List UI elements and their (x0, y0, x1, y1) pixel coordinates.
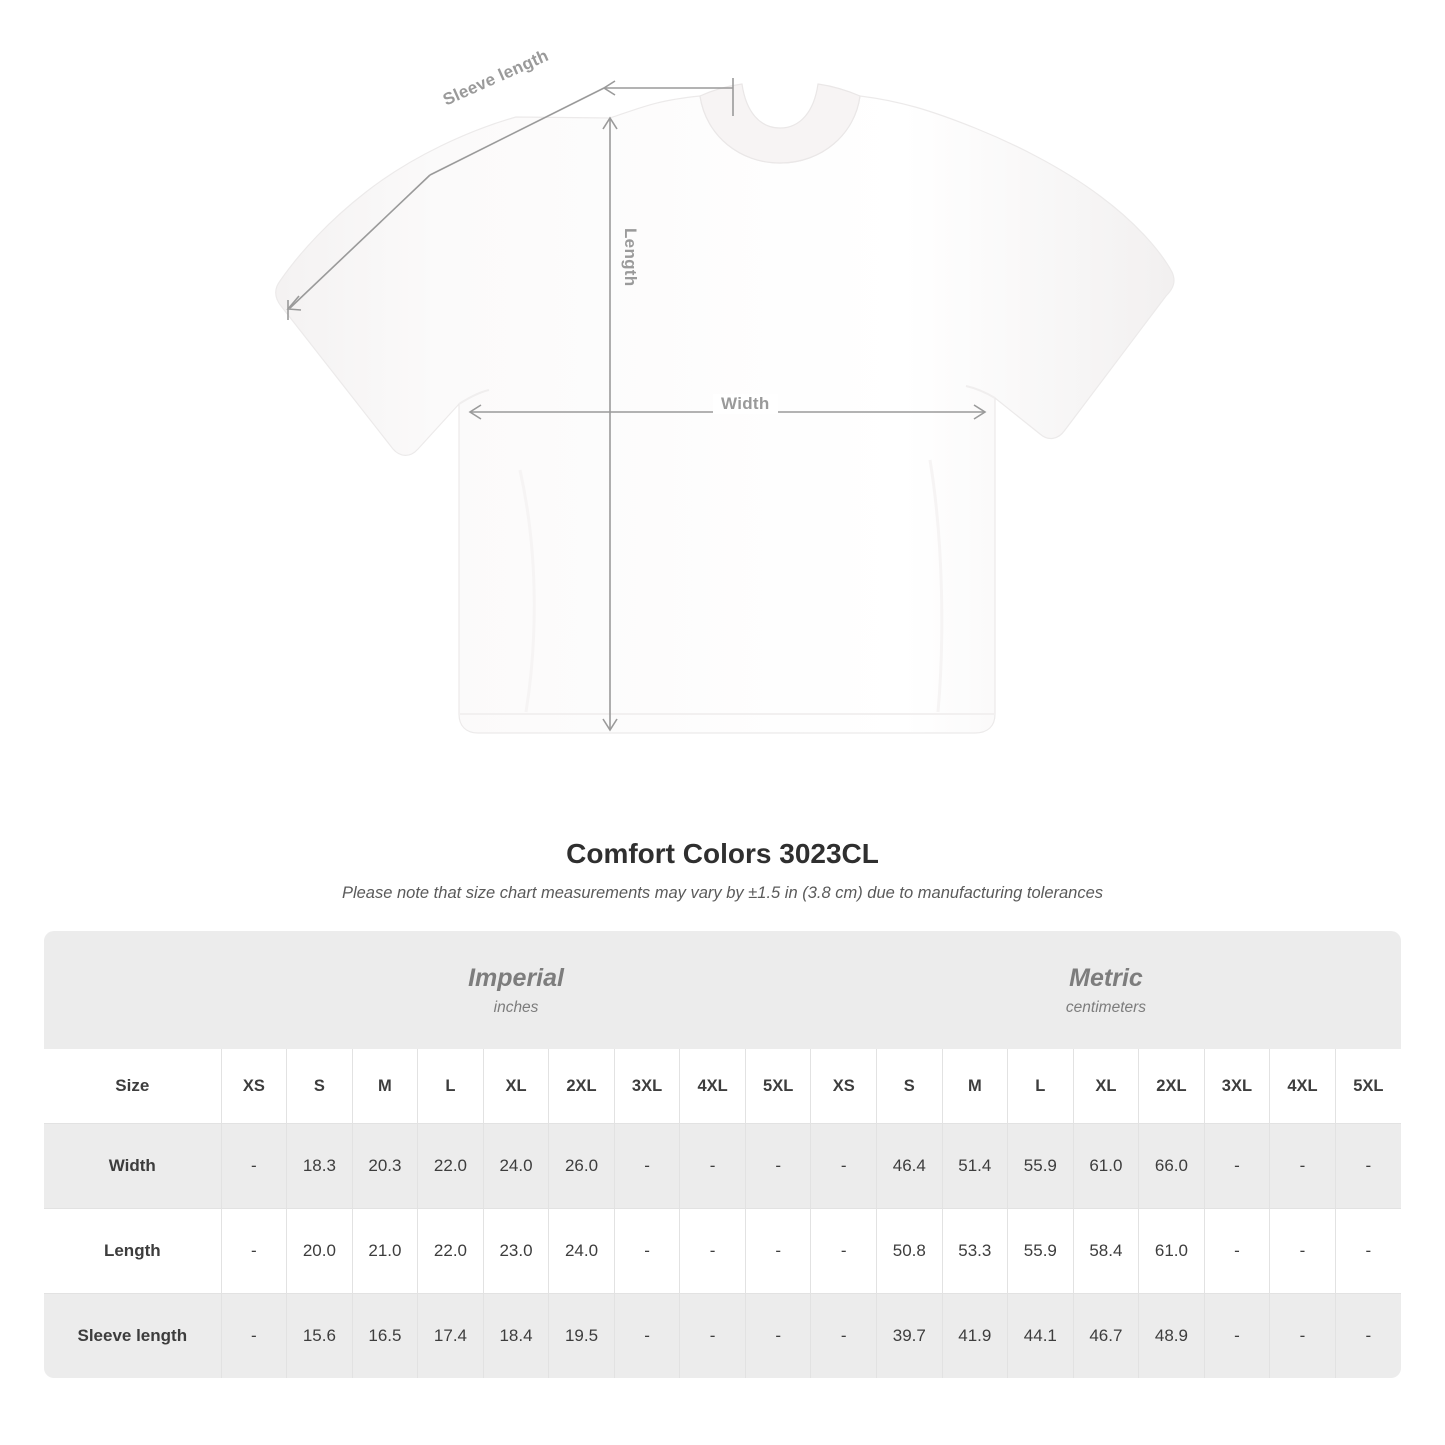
sleeve-imperial-xs: - (221, 1294, 287, 1379)
length-label: Length (621, 228, 640, 287)
length-metric-m: 53.3 (942, 1209, 1008, 1294)
sleeve-metric-m: 41.9 (942, 1294, 1008, 1379)
width-imperial-l: 22.0 (418, 1124, 484, 1209)
sleeve-metric-5xl: - (1335, 1294, 1401, 1379)
unit-spacer-cell (44, 931, 221, 1049)
width-imperial-xl: 24.0 (483, 1124, 549, 1209)
sleeve-imperial-5xl: - (745, 1294, 811, 1379)
length-imperial-m: 21.0 (352, 1209, 418, 1294)
length-imperial-xl: 23.0 (483, 1209, 549, 1294)
width-imperial-xs: - (221, 1124, 287, 1209)
header-imperial-l: L (418, 1049, 484, 1124)
header-metric-5xl: 5XL (1335, 1049, 1401, 1124)
sleeve-imperial-s: 15.6 (287, 1294, 353, 1379)
width-imperial-2xl: 26.0 (549, 1124, 615, 1209)
width-metric-xs: - (811, 1124, 877, 1209)
table-row (44, 1294, 1401, 1379)
length-imperial-xs: - (221, 1209, 287, 1294)
width-imperial-3xl: - (614, 1124, 680, 1209)
width-metric-xl: 61.0 (1073, 1124, 1139, 1209)
header-imperial-s: S (287, 1049, 353, 1124)
length-metric-2xl: 61.0 (1139, 1209, 1205, 1294)
sleeve-metric-xl: 46.7 (1073, 1294, 1139, 1379)
sleeve-length-label: Sleeve length (440, 45, 552, 110)
row-label-sleeve-length: Sleeve length (44, 1294, 221, 1379)
imperial-unit-sub: inches (493, 998, 539, 1016)
width-imperial-4xl: - (680, 1124, 746, 1209)
sleeve-imperial-m: 16.5 (352, 1294, 418, 1379)
row-label-length: Length (44, 1209, 221, 1294)
length-imperial-4xl: - (680, 1209, 746, 1294)
width-metric-m: 51.4 (942, 1124, 1008, 1209)
width-metric-s: 46.4 (877, 1124, 943, 1209)
sleeve-metric-2xl: 48.9 (1139, 1294, 1205, 1379)
length-imperial-2xl: 24.0 (549, 1209, 615, 1294)
width-metric-2xl: 66.0 (1139, 1124, 1205, 1209)
sleeve-metric-4xl: - (1270, 1294, 1336, 1379)
header-imperial-5xl: 5XL (745, 1049, 811, 1124)
header-imperial-m: M (352, 1049, 418, 1124)
length-metric-l: 55.9 (1008, 1209, 1074, 1294)
length-metric-3xl: - (1204, 1209, 1270, 1294)
length-metric-xs: - (811, 1209, 877, 1294)
width-metric-3xl: - (1204, 1124, 1270, 1209)
header-imperial-4xl: 4XL (680, 1049, 746, 1124)
header-imperial-3xl: 3XL (614, 1049, 680, 1124)
length-metric-s: 50.8 (877, 1209, 943, 1294)
sleeve-imperial-2xl: 19.5 (549, 1294, 615, 1379)
sleeve-metric-3xl: - (1204, 1294, 1270, 1379)
length-metric-4xl: - (1270, 1209, 1336, 1294)
header-size-label: Size (44, 1049, 221, 1124)
header-metric-xl: XL (1073, 1049, 1139, 1124)
header-metric-xs: XS (811, 1049, 877, 1124)
width-metric-4xl: - (1270, 1124, 1336, 1209)
width-imperial-s: 18.3 (287, 1124, 353, 1209)
size-table-wrapper (44, 931, 1401, 1378)
imperial-unit-name: Imperial (468, 964, 564, 993)
table-row (44, 1209, 1401, 1294)
imperial-unit-cell (221, 931, 811, 1049)
header-metric-s: S (877, 1049, 943, 1124)
header-imperial-2xl: 2XL (549, 1049, 615, 1124)
sleeve-metric-l: 44.1 (1008, 1294, 1074, 1379)
width-metric-5xl: - (1335, 1124, 1401, 1209)
width-imperial-m: 20.3 (352, 1124, 418, 1209)
length-imperial-5xl: - (745, 1209, 811, 1294)
metric-unit-sub: centimeters (1065, 998, 1147, 1016)
size-header-row (44, 1049, 1401, 1124)
header-metric-2xl: 2XL (1139, 1049, 1205, 1124)
sleeve-imperial-l: 17.4 (418, 1294, 484, 1379)
page-title: Comfort Colors 3023CL (566, 838, 879, 869)
table-row (44, 1124, 1401, 1209)
metric-unit-cell (811, 931, 1401, 1049)
unit-header-row (44, 931, 1401, 1049)
width-label: Width (713, 394, 778, 414)
header-imperial-xl: XL (483, 1049, 549, 1124)
header-imperial-xs: XS (221, 1049, 287, 1124)
header-metric-4xl: 4XL (1270, 1049, 1336, 1124)
measurement-note: Please note that size chart measurements may vary by ±1.5 in (3.8 cm) due to manufacturing tolerances (341, 884, 1104, 902)
header-metric-l: L (1008, 1049, 1074, 1124)
length-imperial-3xl: - (614, 1209, 680, 1294)
row-label-width: Width (44, 1124, 221, 1209)
sleeve-imperial-3xl: - (614, 1294, 680, 1379)
length-metric-xl: 58.4 (1073, 1209, 1139, 1294)
length-metric-5xl: - (1335, 1209, 1401, 1294)
sleeve-metric-s: 39.7 (877, 1294, 943, 1379)
length-imperial-l: 22.0 (418, 1209, 484, 1294)
metric-unit-name: Metric (1069, 964, 1143, 993)
sleeve-imperial-4xl: - (680, 1294, 746, 1379)
header-metric-3xl: 3XL (1204, 1049, 1270, 1124)
size-chart-table (44, 931, 1401, 1378)
width-metric-l: 55.9 (1008, 1124, 1074, 1209)
width-imperial-5xl: - (745, 1124, 811, 1209)
title-block (0, 838, 1445, 903)
header-metric-m: M (942, 1049, 1008, 1124)
sleeve-imperial-xl: 18.4 (483, 1294, 549, 1379)
sleeve-metric-xs: - (811, 1294, 877, 1379)
length-imperial-s: 20.0 (287, 1209, 353, 1294)
